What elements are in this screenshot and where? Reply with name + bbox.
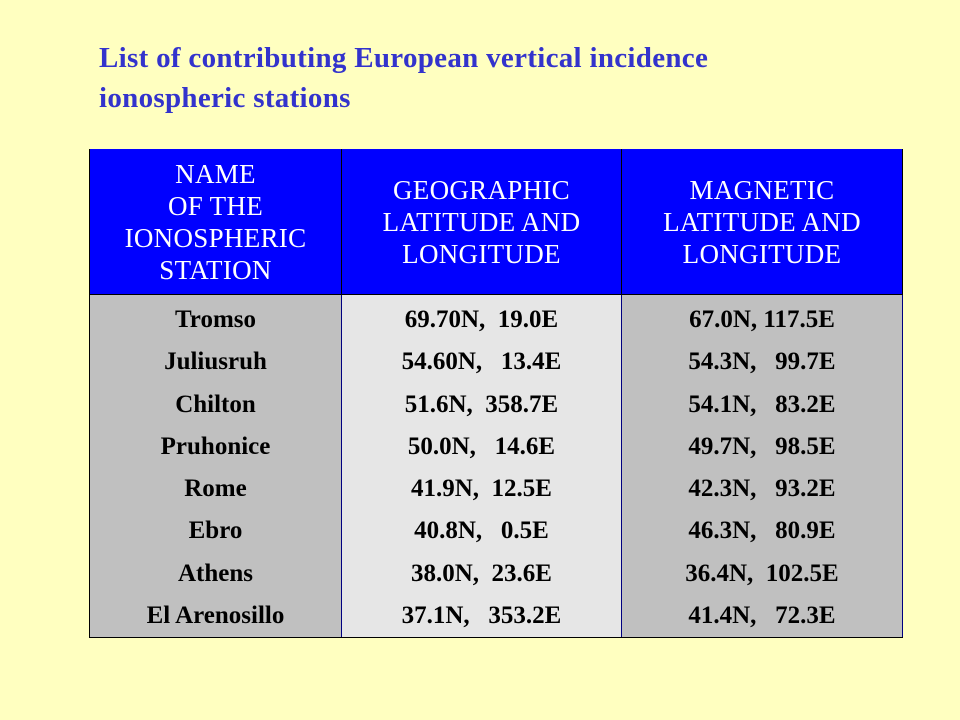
station-name-cell: El Arenosillo [90,595,342,638]
magnetic-coord-cell: 54.1N, 83.2E [622,384,903,426]
magnetic-coord-cell: 49.7N, 98.5E [622,426,903,468]
table-row [90,468,903,510]
magnetic-coord-cell: 67.0N, 117.5E [622,295,903,342]
magnetic-coord-cell: 54.3N, 99.7E [622,341,903,383]
table-row [90,295,903,342]
table-row [90,510,903,552]
geographic-coord-cell: 50.0N, 14.6E [342,426,622,468]
table-header-row [90,149,903,295]
station-name-cell: Athens [90,552,342,594]
geographic-coord-cell: 37.1N, 353.2E [342,595,622,638]
geographic-coord-cell: 41.9N, 12.5E [342,468,622,510]
header-geographic-label: GEOGRAPHIC LATITUDE AND LONGITUDE [382,174,581,269]
table-row [90,426,903,468]
station-name-cell: Juliusruh [90,341,342,383]
magnetic-coord-cell: 36.4N, 102.5E [622,552,903,594]
stations-table [89,149,903,638]
geographic-coord-cell: 38.0N, 23.6E [342,552,622,594]
station-name-cell: Chilton [90,384,342,426]
geographic-coord-cell: 51.6N, 358.7E [342,384,622,426]
header-station-name-label: NAME OF THE IONOSPHERIC STATION [124,158,307,285]
slide-title [99,38,899,118]
table-row [90,552,903,594]
geographic-coord-cell: 69.70N, 19.0E [342,295,622,342]
station-name-cell: Pruhonice [90,426,342,468]
header-station-name [90,149,342,295]
header-magnetic-label: MAGNETIC LATITUDE AND LONGITUDE [663,174,861,269]
magnetic-coord-cell: 41.4N, 72.3E [622,595,903,638]
magnetic-coord-cell: 42.3N, 93.2E [622,468,903,510]
header-geographic [342,149,622,295]
station-name-cell: Rome [90,468,342,510]
title-line-2: ionospheric stations [99,82,351,114]
table-row [90,341,903,383]
table-row [90,595,903,638]
magnetic-coord-cell: 46.3N, 80.9E [622,510,903,552]
title-line-1: List of contributing European vertical incidence [99,42,709,74]
station-name-cell: Tromso [90,295,342,342]
station-name-cell: Ebro [90,510,342,552]
header-magnetic [622,149,903,295]
geographic-coord-cell: 54.60N, 13.4E [342,341,622,383]
table-row [90,384,903,426]
geographic-coord-cell: 40.8N, 0.5E [342,510,622,552]
